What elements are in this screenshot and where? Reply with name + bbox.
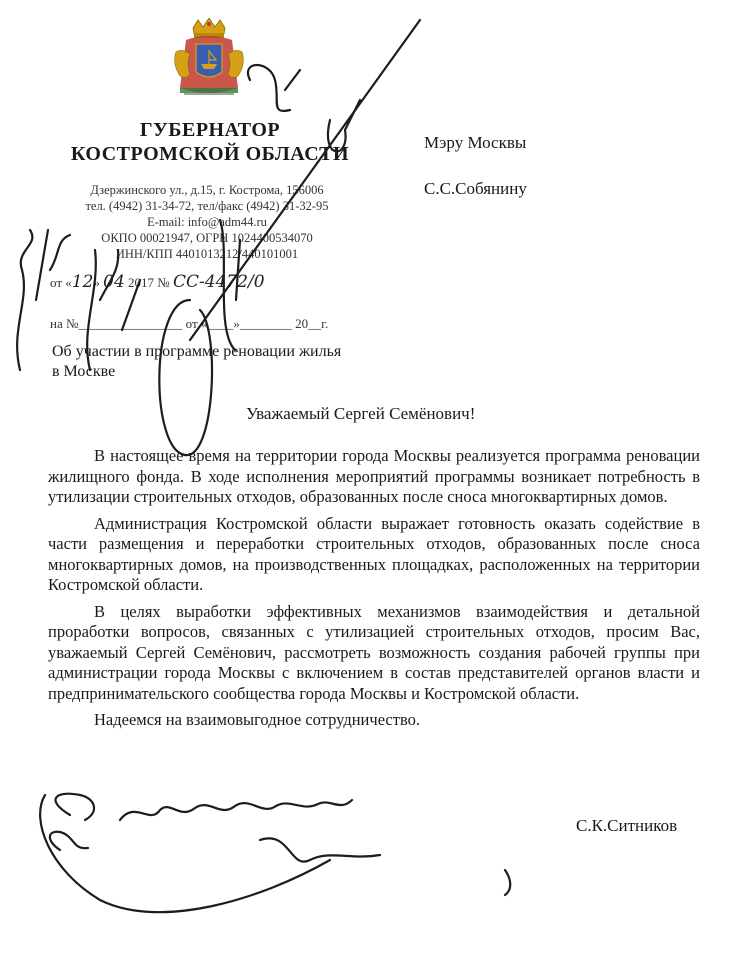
recipient-block: [424, 132, 527, 200]
body-paragraph: Администрация Костромской области выражает готовность оказать содействие в части размещения и переработки строительных отходов, образованных после сноса многоквартирных домов, на производственных площадках, расположенных на территории Костромской области.: [48, 513, 700, 594]
governor-title-line2: КОСТРОМСКОЙ ОБЛАСТИ: [70, 143, 350, 165]
governor-title: [60, 118, 360, 166]
body-paragraph: В настоящее время на территории города Москвы реализуется программа реновации жилищного фонда. В ходе исполнения мероприятий программы возникает потребность в утилизации строительных отходов, образованных после сноса многоквартирных домов.: [48, 446, 700, 506]
signature-stroke: [40, 795, 330, 912]
coat-of-arms-icon: [168, 18, 250, 112]
signature-stroke: [260, 838, 380, 861]
signatory-name: С.К.Ситников: [576, 816, 678, 835]
governor-title-line1: ГУБЕРНАТОР: [139, 119, 281, 141]
salutation: Уважаемый Сергей Семёнович!: [246, 404, 476, 423]
phone-line: тел. (4942) 31-34-72, тел/факс (4942) 31-32-95: [85, 199, 329, 213]
okpo-line: ОКПО 00021947, ОГРН 1024400534070: [101, 231, 313, 245]
body-paragraph: Надеемся на взаимовыгодное сотрудничество.: [94, 710, 421, 729]
outgoing-prefix: от: [50, 275, 63, 290]
signature-stroke: [50, 832, 88, 850]
address-block: [52, 182, 362, 262]
email-line: E-mail: info@adm44.ru: [147, 215, 267, 229]
inn-line: ИНН/КПП 4401013212/440101001: [115, 247, 299, 261]
signature-stroke: [56, 794, 95, 820]
outgoing-day: 12: [71, 272, 94, 292]
recipient-title: Мэру Москвы: [424, 133, 527, 152]
outgoing-number-label: №: [157, 275, 170, 290]
address-line: Дзержинского ул., д.15, г. Кострома, 156006: [90, 183, 324, 197]
outgoing-number: от «12» 04 2017 № СС-4472/0: [50, 272, 265, 292]
signature-stroke: [505, 870, 510, 895]
incoming-number: на №________________ от «____»________ 20__г.: [50, 316, 329, 331]
recipient-name: С.С.Собянину: [424, 179, 527, 198]
outgoing-year: 2017: [128, 275, 155, 290]
signature-stroke: [120, 800, 352, 820]
body-paragraph: В целях выработки эффективных механизмов взаимодействия и детальной проработки вопросов, связанных с утилизацией строительных отходов, просим Вас, уважаемый Сергей Семёнович, рассмотреть возможность создания рабочей группы при администрации города Москвы с включением в состав представителей органов власти и предпринимательского сообщества города Москвы и Костромской области.: [48, 601, 700, 703]
letter-subject: Об участии в программе реновации жилья в Москве: [52, 343, 342, 380]
outgoing-number-value: СС-4472/0: [172, 272, 265, 292]
outgoing-month: 04: [103, 272, 125, 292]
resolution-stroke: [248, 65, 300, 111]
letter-body: [48, 446, 700, 737]
